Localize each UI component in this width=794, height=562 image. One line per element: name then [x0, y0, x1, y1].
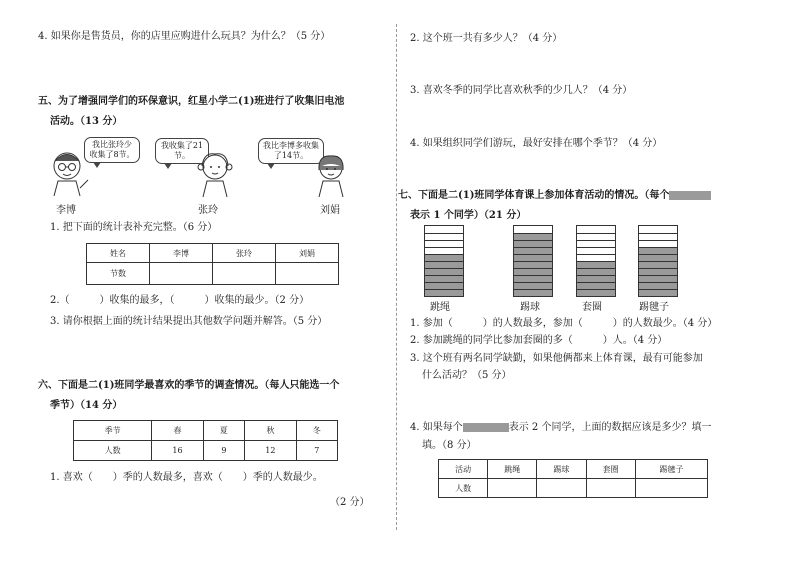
answer-cell[interactable]	[488, 479, 537, 498]
section-5-question-3: 3. 请你根据上面的统计结果提出其他数学问题并解答。（5 分）	[50, 316, 328, 327]
table-header: 活动	[439, 460, 488, 479]
bar-segment-line	[425, 254, 463, 255]
bar-segment-line	[577, 268, 615, 269]
bar-segment-line	[639, 254, 677, 255]
table-header: 跳绳	[488, 460, 537, 479]
bar-segment-line	[577, 275, 615, 276]
table-header: 春	[152, 421, 203, 441]
bar-segment-line	[425, 233, 463, 234]
activity-bar	[638, 225, 678, 297]
answer-cell[interactable]	[213, 263, 276, 285]
table-cell: 12	[245, 441, 296, 461]
table-header: 踢毽子	[635, 460, 707, 479]
section-7-question-4	[410, 422, 711, 434]
bar-segment-line	[425, 289, 463, 290]
speech-bubble-liujuan: 我比李博多收集了14节。	[258, 138, 324, 164]
table-header: 夏	[203, 421, 244, 441]
question-3-difference: 3. 喜欢冬季的同学比喜欢秋季的少几人？（4 分）	[410, 85, 633, 96]
section-7-question-1: 1. 参加（ ）的人数最多，参加（ ）的人数最少。（4 分）	[410, 318, 718, 329]
bar-segment-line	[514, 261, 552, 262]
bar-segment-line	[514, 289, 552, 290]
speech-bubble-zhangling: 我收集了21节。	[155, 138, 209, 164]
section-7-question-3: 3. 这个班有两名同学缺勤，如果他俩都来上体育课，最有可能参加	[410, 353, 703, 364]
bar-segment-line	[514, 268, 552, 269]
boy-illustration-icon	[42, 148, 92, 198]
activity-label: 跳绳	[430, 302, 450, 313]
girl-2-illustration-icon	[308, 152, 354, 198]
bar-segment-line	[514, 233, 552, 234]
table-row-label: 节数	[87, 263, 150, 285]
question-2-total: 2. 这个班一共有多少人？（4 分）	[410, 33, 563, 44]
bar-segment-line	[514, 247, 552, 248]
section-6-question-1-score: （2 分）	[330, 497, 370, 508]
bar-segment-line	[425, 261, 463, 262]
activity-bar	[513, 225, 553, 297]
bar-segment-line	[639, 289, 677, 290]
activity-label: 踢毽子	[639, 302, 669, 313]
answer-cell[interactable]	[586, 479, 635, 498]
activity-bar	[576, 225, 616, 297]
speech-bubble-libo: 我比张玲少收集了8节。	[84, 137, 140, 163]
table-row-label: 人数	[74, 441, 152, 461]
bar-segment-line	[639, 247, 677, 248]
bar-segment-line	[425, 247, 463, 248]
section-7-title-text: 七、下面是二(1)班同学体育课上参加体育活动的情况。（每个	[398, 190, 670, 201]
section-6-title-cont: 季节）（14 分）	[50, 400, 123, 411]
bar-segment-line	[425, 268, 463, 269]
bar-segment-line	[577, 282, 615, 283]
person-name-libo: 李博	[56, 205, 76, 216]
table-header: 冬	[296, 421, 337, 441]
q4-text-b: 表示 2 个同学，上面的数据应该是多少？填一	[508, 422, 712, 433]
gray-block-legend-icon	[669, 191, 711, 200]
activity-label: 套圈	[582, 302, 602, 313]
season-survey-table	[73, 420, 338, 461]
question-4-season-trip: 4. 如果组织同学们游玩，最好安排在哪个季节？（4 分）	[410, 138, 663, 149]
activity-bar	[424, 225, 464, 297]
bar-segment-line	[639, 282, 677, 283]
section-7-question-2: 2. 参加跳绳的同学比参加套圈的多（ ）人。（4 分）	[410, 335, 668, 346]
table-cell: 16	[152, 441, 203, 461]
answer-cell[interactable]	[537, 479, 586, 498]
bar-segment-line	[514, 254, 552, 255]
person-name-liujuan: 刘娟	[320, 205, 340, 216]
bar-segment-line	[577, 240, 615, 241]
table-row-label: 人数	[439, 479, 488, 498]
battery-stats-table	[86, 243, 339, 285]
table-header: 姓名	[87, 244, 150, 263]
section-7-title	[398, 190, 711, 202]
table-header: 李博	[150, 244, 213, 263]
bar-segment-line	[425, 275, 463, 276]
bar-segment-line	[577, 233, 615, 234]
table-header: 秋	[245, 421, 296, 441]
person-name-zhangling: 张玲	[198, 205, 218, 216]
section-7-question-4-cont: 填。（8 分）	[422, 440, 477, 451]
section-7-question-3-cont: 什么活动？（5 分）	[422, 370, 512, 381]
table-cell: 9	[203, 441, 244, 461]
question-4-seller: 4. 如果你是售货员，你的店里应购进什么玩具？为什么？（5 分）	[38, 31, 331, 42]
bar-segment-line	[577, 254, 615, 255]
table-header: 踢球	[537, 460, 586, 479]
table-cell: 7	[296, 441, 337, 461]
bar-segment-line	[514, 240, 552, 241]
bar-segment-line	[577, 289, 615, 290]
activity-label: 踢球	[520, 302, 540, 313]
bar-segment-line	[514, 275, 552, 276]
table-header: 刘娟	[276, 244, 339, 263]
section-6-title: 六、下面是二(1)班同学最喜欢的季节的调查情况。（每人只能选一个	[38, 380, 340, 391]
section-5-title-cont: 活动。（13 分）	[50, 116, 123, 127]
section-5-title: 五、为了增强同学们的环保意识，红星小学二(1)班进行了收集旧电池	[38, 96, 345, 107]
answer-cell[interactable]	[276, 263, 339, 285]
bar-segment-line	[639, 240, 677, 241]
bar-segment-line	[639, 268, 677, 269]
bar-fill	[514, 233, 552, 296]
activity-count-table	[438, 459, 708, 498]
section-5-question-2: 2.（ ）收集的最多，（ ）收集的最少。（2 分）	[50, 295, 310, 306]
bar-segment-line	[639, 275, 677, 276]
column-divider	[396, 24, 397, 530]
bar-fill	[577, 261, 615, 296]
bar-segment-line	[577, 261, 615, 262]
table-header: 张玲	[213, 244, 276, 263]
answer-cell[interactable]	[150, 263, 213, 285]
bar-segment-line	[639, 233, 677, 234]
bar-segment-line	[425, 282, 463, 283]
bar-segment-line	[425, 240, 463, 241]
section-6-question-1: 1. 喜欢（ ）季的人数最多，喜欢（ ）季的人数最少。	[50, 472, 323, 483]
bar-segment-line	[639, 261, 677, 262]
section-5-question-1: 1. 把下面的统计表补充完整。（6 分）	[50, 222, 218, 233]
gray-block-legend-icon	[463, 423, 509, 432]
bar-segment-line	[577, 247, 615, 248]
answer-cell[interactable]	[635, 479, 707, 498]
table-header: 套圈	[586, 460, 635, 479]
bar-segment-line	[514, 282, 552, 283]
table-header: 季节	[74, 421, 152, 441]
section-7-title-cont: 表示 1 个同学）（21 分）	[410, 210, 527, 221]
q4-text-a: 4. 如果每个	[410, 422, 463, 433]
girl-illustration-icon	[190, 150, 240, 198]
